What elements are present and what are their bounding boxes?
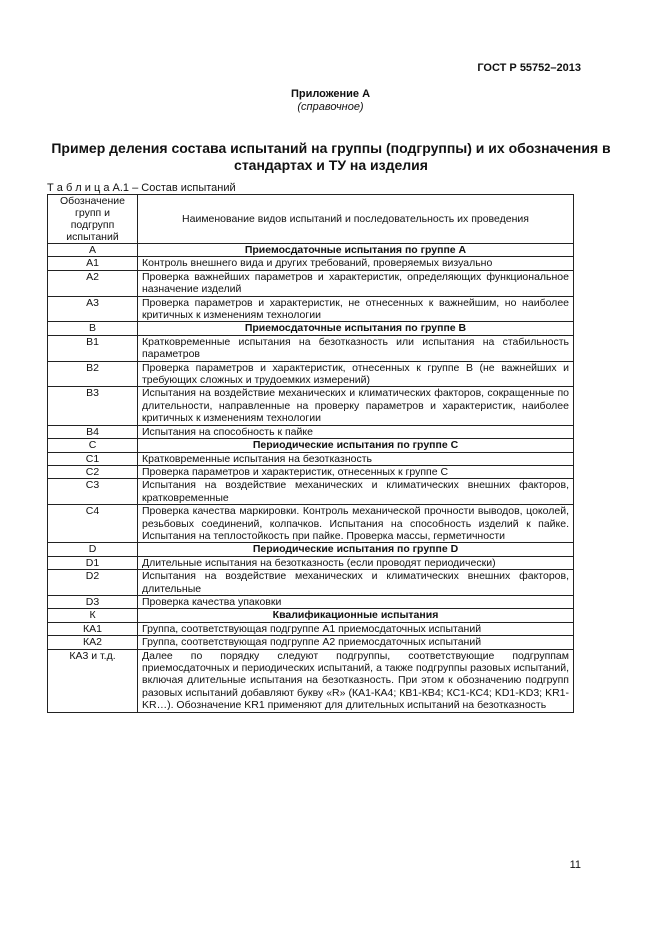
row-code: D2 [48,570,138,596]
row-description: Группа, соответствующая подгруппе А2 приемосдаточных испытаний [138,636,574,649]
column-header-code: Обозначение групп и подгрупп испытаний [48,195,138,244]
row-code: С4 [48,505,138,543]
table-body [48,244,574,713]
table-row [48,465,574,478]
table-row [48,556,574,569]
table-row [48,387,574,425]
annex-title: Приложение А [290,88,371,100]
table-group-row [48,244,574,257]
row-code: D1 [48,556,138,569]
table-header-row [48,195,574,244]
test-composition-table [47,194,574,713]
row-description: Проверка параметров и характеристик, отнесенных к группе С [138,465,574,478]
table-row [48,257,574,270]
table-caption: Т а б л и ц а А.1 – Состав испытаний [47,182,236,194]
row-description: Проверка параметров и характеристик, не отнесенных к важнейшим, но наиболее критичных к изменениям технологии [138,296,574,322]
table-group-row [48,439,574,452]
row-code: D [48,543,138,556]
table-row [48,361,574,387]
row-code: В3 [48,387,138,425]
table-row [48,335,574,361]
row-description: Испытания на способность к пайке [138,425,574,438]
row-description: Испытания на воздействие механических и климатических внешних факторов, длительные [138,570,574,596]
row-description: Контроль внешнего вида и других требований, проверяемых визуально [138,257,574,270]
row-description: Проверка параметров и характеристик, отнесенных к группе В (не важнейших и требующих сложных и трудоемких измерений) [138,361,574,387]
row-code: К [48,609,138,622]
row-code: А2 [48,270,138,296]
row-description: Далее по порядку следуют подгруппы, соответствующие подгруппам приемосдаточных и периодических испытаний, а также подгруппы разовых испытаний, включая длительные испытания на безотказность. При этом к обозначению подгрупп разовых испытаний добавляют букву «R» (КА1-КА4; КВ1-КВ4; КС1-КС4; KD1-KD3; KR1-KR…). Обозначение KR1 применяют для длительных испытаний на безотказность [138,649,574,712]
group-title: Периодические испытания по группе D [138,543,574,556]
table-row [48,425,574,438]
row-description: Кратковременные испытания на безотказность [138,452,574,465]
row-code: С1 [48,452,138,465]
table-row [48,636,574,649]
row-description: Кратковременные испытания на безотказность или испытания на стабильность параметров [138,335,574,361]
row-code: D3 [48,595,138,608]
row-code: В2 [48,361,138,387]
row-code: КА3 и т.д. [48,649,138,712]
table-row [48,570,574,596]
row-code: А [48,244,138,257]
group-title: Периодические испытания по группе С [138,439,574,452]
row-code: КА1 [48,622,138,635]
row-description: Испытания на воздействие механических и климатических факторов, сокращенные по длительности, направленные на проверку параметров и характеристик, наиболее критичных к изменениям технологии [138,387,574,425]
row-code: В1 [48,335,138,361]
row-code: А3 [48,296,138,322]
table-row [48,270,574,296]
column-header-name: Наименование видов испытаний и последовательность их проведения [138,195,574,244]
row-code: С2 [48,465,138,478]
document-code: ГОСТ Р 55752–2013 [477,62,581,74]
annex-subtitle: (справочное) [297,101,364,113]
table-row [48,595,574,608]
row-description: Проверка важнейших параметров и характеристик, определяющих функциональное назначение изделий [138,270,574,296]
table-group-row [48,543,574,556]
table-row [48,296,574,322]
row-code: С [48,439,138,452]
table-row [48,622,574,635]
group-title: Приемосдаточные испытания по группе А [138,244,574,257]
table-row [48,649,574,712]
table-row [48,452,574,465]
row-description: Испытания на воздействие механических и климатических внешних факторов, кратковременные [138,479,574,505]
row-description: Проверка качества маркировки. Контроль механической прочности выводов, цоколей, резьбовых соединений, колпачков. Испытания на способность изделий к пайке. Испытания на теплостойкость при пайке. Проверка массы, герметичности [138,505,574,543]
row-code: В [48,322,138,335]
table-row [48,505,574,543]
group-title: Квалификационные испытания [138,609,574,622]
group-title: Приемосдаточные испытания по группе В [138,322,574,335]
row-code: В4 [48,425,138,438]
table-group-row [48,609,574,622]
row-description: Длительные испытания на безотказность (если проводят периодически) [138,556,574,569]
row-code: А1 [48,257,138,270]
row-description: Группа, соответствующая подгруппе А1 приемосдаточных испытаний [138,622,574,635]
table-row [48,479,574,505]
row-code: С3 [48,479,138,505]
row-description: Проверка качества упаковки [138,595,574,608]
page-number: 11 [569,859,581,871]
table-group-row [48,322,574,335]
page-heading: Пример деления состава испытаний на группы (подгруппы) и их обозначения в стандартах и ТУ на изделия [51,140,611,173]
row-code: КА2 [48,636,138,649]
